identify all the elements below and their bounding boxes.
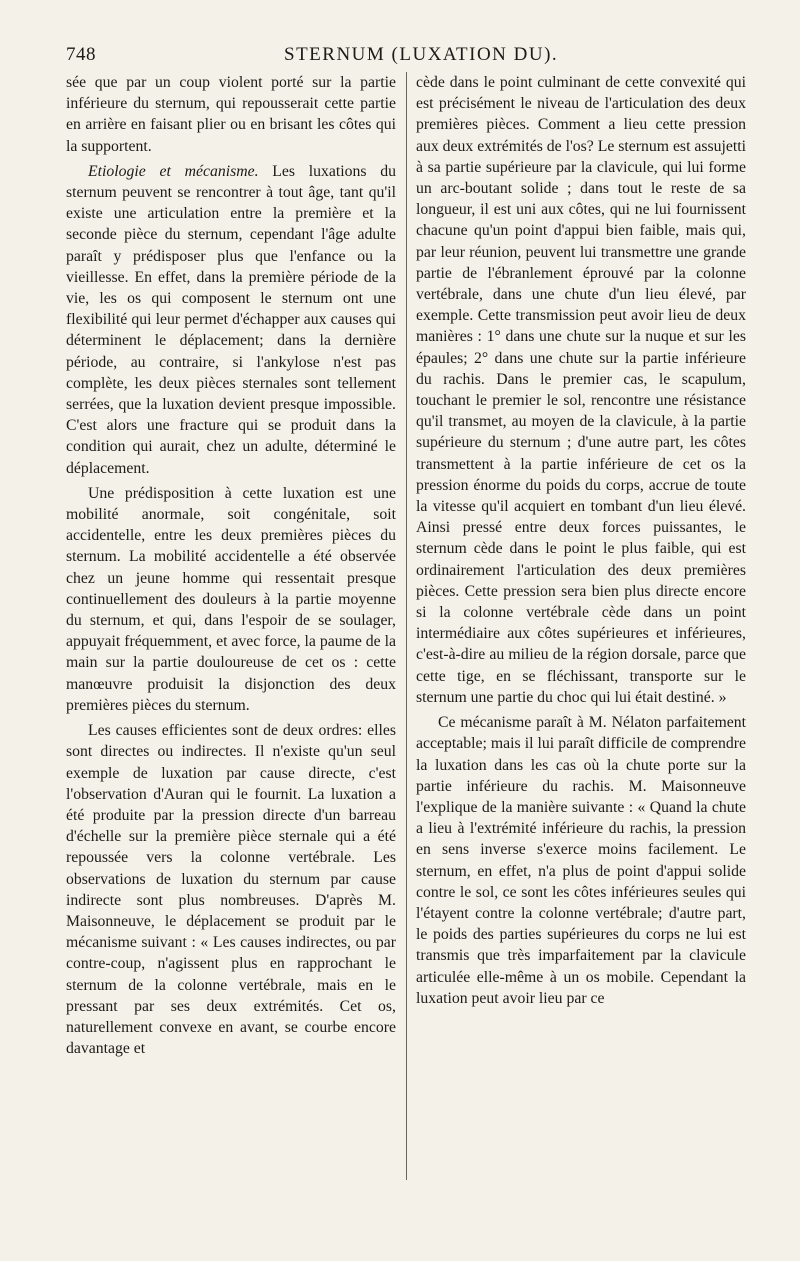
- paragraph-text: Les luxations du sternum peuvent se rencontrer à tout âge, tant qu'il existe une articulation entre la première et la seconde pièce du sternum, cependant l'âge adulte paraît y prédisposer plus que l'enfance ou la vieillesse. En effet, dans la première période de la vie, les os qui composent le sternum ont une flexibilité qui leur permet d'échapper aux causes qui déterminent le déplacement; dans la dernière période, au contraire, si l'ankylose n'est pas complète, les deux pièces sternales sont tellement serrées, que la luxation devient presque impossible. C'est alors une fracture qui se produit dans la condition qui aurait, chez un adulte, déterminé le déplacement.: [66, 162, 396, 477]
- paragraph: Ce mécanisme paraît à M. Nélaton parfaitement acceptable; mais il lui paraît difficile de comprendre la luxation dans les cas où la chute porte sur la partie inférieure du rachis. M. Maisonneuve l'explique de la manière suivante : « Quand la chute a lieu à l'extrémité inférieure du rachis, la pression en sens inverse s'exerce moins facilement. Le sternum, en effet, n'a plus de point d'appui solide contre le sol, ce sont les côtes inférieures seules qui l'étayent contre la colonne vertébrale; d'autre part, le poids des parties supérieures du corps ne lui est transmis que très imparfaitement par la clavicule articulée elle-même à un os mobile. Cependant la luxation peut avoir lieu par ce: [416, 714, 746, 1007]
- paragraph: cède dans le point culminant de cette convexité qui est précisément le niveau de l'articulation des deux premières pièces. Comment a lieu cette pression aux deux extrémités de l'os? Le sternum est assujetti à sa partie supérieure par la clavicule, qui lui forme un arc-boutant solide ; dans tout le reste de sa longueur, il est uni aux côtes, qui ne lui fournissent chacune qu'un point d'appui bien faible, mais qui, par leur réunion, peuvent lui transmettre une grande partie de l'ébranlement éprouvé par la colonne vertébrale, dans une chute d'un lieu élevé, par exemple. Cette transmission peut avoir lieu de deux manières : 1° dans une chute sur la nuque et sur les épaules; 2° dans une chute sur la partie inférieure du rachis. Dans le premier cas, le scapulum, touchant le premier le sol, rencontre une résistance qu'il transmet, au moyen de la clavicule, à la partie supérieure du sternum ; d'une autre part, les côtes transmettent à la partie inférieure de cet os la pression énorme du poids du corps, accrue de toute la vitesse qu'il acquiert en tombant d'un lieu élevé. Ainsi pressé entre deux forces puissantes, le sternum cède dans le point le plus faible, qui est ordinairement l'articulation des deux premières pièces. Cette pression sera bien plus directe encore si la colonne vertébrale cède dans un point intermédiaire aux côtes supérieures et inférieures, c'est-à-dire au milieu de la région dorsale, parce que cette tige, en se fléchissant, transporte sur le sternum une partie du choc qui lui était destiné. »: [416, 74, 746, 706]
- page-number: 748: [66, 44, 96, 65]
- text-columns: [66, 72, 760, 1059]
- column-divider: [406, 72, 407, 1180]
- paragraph: sée que par un coup violent porté sur la partie inférieure du sternum, qui repousserait cette partie en arrière en faisant plier ou en brisant les côtes qui la supportent.: [66, 74, 396, 155]
- running-title: STERNUM (LUXATION DU).: [284, 44, 559, 65]
- right-column: [416, 72, 746, 1059]
- paragraph: Les causes efficientes sont de deux ordres: elles sont directes ou indirectes. Il n'existe qu'un seul exemple de luxation par cause directe, c'est l'observation d'Auran qui le fournit. La luxation a été produite par la pression directe d'un barreau d'échelle sur la première pièce sternale qui a été repoussée vers la colonne vertébrale. Les observations de luxation du sternum par cause indirecte sont plus nombreuses. D'après M. Maisonneuve, le déplacement se produit par le mécanisme suivant : « Les causes indirectes, ou par contre-coup, n'agissent plus en rapprochant le sternum de la colonne vertébrale, mais en le pressant par ses deux extrémités. Cet os, naturellement convexe en avant, se courbe encore davantage et: [66, 722, 396, 1058]
- paragraph: Une prédisposition à cette luxation est une mobilité anormale, soit congénitale, soit accidentelle, entre les deux premières pièces du sternum. La mobilité accidentelle a été observée chez un jeune homme qui ressentait presque continuellement des douleurs à la partie moyenne du sternum, et qui, dans l'espoir de se soulager, appuyait fréquemment, et avec force, la paume de la main sur la partie douloureuse de cet os : cette manœuvre produisit la disjonction des deux premières pièces du sternum.: [66, 484, 396, 714]
- paragraph-etiology: [66, 161, 396, 479]
- section-heading-etiology: Etiologie et mécanisme.: [88, 162, 259, 180]
- left-column: [66, 72, 396, 1059]
- page-header: [66, 40, 760, 68]
